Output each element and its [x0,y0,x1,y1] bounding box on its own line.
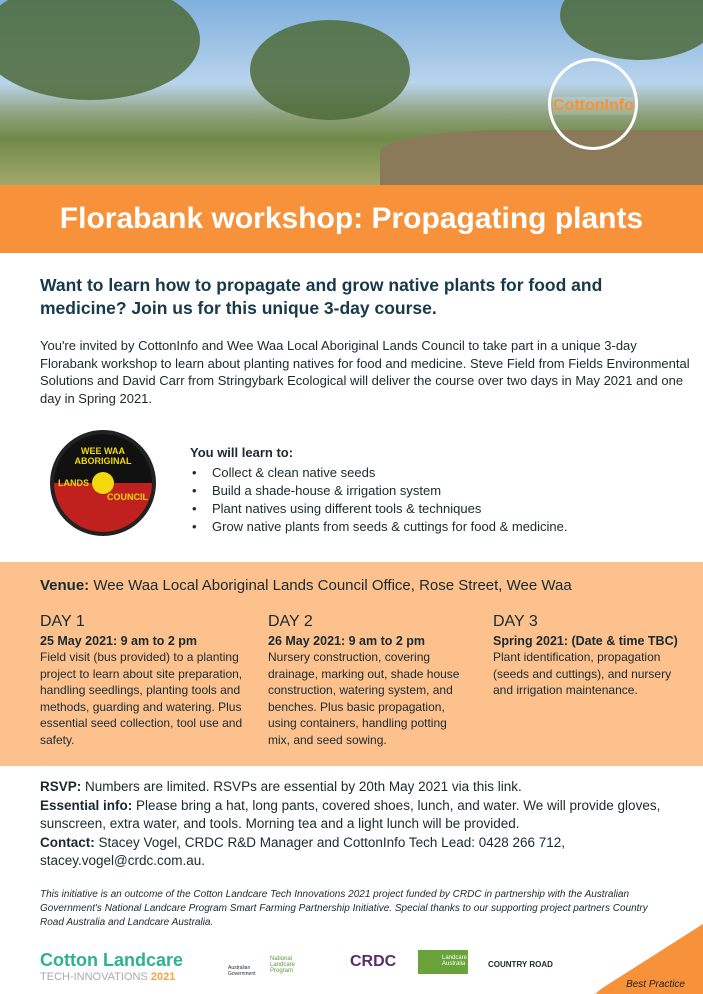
country-road-logo: COUNTRY ROAD [488,960,553,969]
list-item: • Plant natives using different tools & techniques [190,500,568,518]
day-3: DAY 3 Spring 2021: (Date & time TBC) Plant identification, propagation (seeds and cuttings), and nursery and irrigation maintenance. [493,613,678,697]
schedule-section [0,562,703,766]
lands-council-logo: WEE WAA ABORIGINAL LANDS COUNCIL [50,430,156,536]
hero-photo [0,0,703,185]
tree [0,0,200,100]
rsvp-link[interactable]: Numbers are limited. RSVPs are essential by 20th May 2021 via this link. [81,779,522,794]
info-section [40,778,680,871]
cotton-landcare-logo: Cotton Landcare TECH-INNOVATIONS 2021 [40,950,184,983]
funding-note: This initiative is an outcome of the Cotton Landcare Tech Innovations 2021 project funded by CRDC in partnership with the Australian Government's National Landcare Program Smart Farming Partnership Initiative. Special thanks to our supporting project partners Country Road Australia and Landcare Australia. [40,889,648,928]
sun-icon [92,472,114,494]
crdc-logo: CRDC [350,953,397,970]
title-banner: Florabank workshop: Propagating plants [0,185,703,253]
australian-government-logo: Australian Government [228,965,256,977]
river [380,130,703,185]
landcare-australia-logo: Landcare Australia [418,950,468,974]
day-2: DAY 2 26 May 2021: 9 am to 2 pm Nursery construction, covering drainage, marking out, shade house construction, watering system, and benches. Plus basic propagation, using containers, handling potting mix, and seed sowing. [268,613,460,747]
lead-heading: Want to learn how to propagate and grow native plants for food and medicine? Join us for this unique 3-day course. [40,275,603,318]
list-item: • Collect & clean native seeds [190,464,568,482]
list-item: • Grow native plants from seeds & cuttings for food & medicine. [190,518,568,536]
essential-info: Essential info: Please bring a hat, long pants, covered shoes, lunch, and water. We will provide gloves, sunscreen, extra water, and tools. Morning tea and a light lunch will be provided. [40,797,661,831]
tree [250,20,410,120]
best-practice-label: Best Practice [626,979,685,990]
contact: Contact: Stacey Vogel, CRDC R&D Manager and CottonInfo Tech Lead: 0428 266 712, stacey.vogel@crdc.com.au. [40,834,566,868]
rsvp-line: RSVP: Numbers are limited. RSVPs are essential by 20th May 2021 via this link. [40,779,522,794]
day-1: DAY 1 25 May 2021: 9 am to 2 pm Field visit (bus provided) to a planting project to learn about site preparation, handling seedlings, planting tools and methods, guarding and watering. Plus essential seed collection, tool use and safety. [40,613,243,747]
venue: Venue: Wee Waa Local Aboriginal Lands Council Office, Rose Street, Wee Waa [40,577,572,594]
intro-paragraph: You're invited by CottonInfo and Wee Waa Local Aboriginal Lands Council to take part in a unique 3-day Florabank workshop to learn about planting natives for food and medicine. Steve Field from Fields Environmental Solutions and David Carr from Stringybark Ecological will deliver the course over two days in May 2021 and one day in Spring 2021. [40,338,690,406]
list-item: • Build a shade-house & irrigation system [190,482,568,500]
cottoninfo-logo: CottonInfo [548,58,638,150]
learn-list: You will learn to: • Collect & clean native seeds • Build a shade-house & irrigation system • Plant natives using different tools & techniques • Grow native plants from seeds & cuttings for food & medicine. [190,444,568,536]
national-landcare-logo: National Landcare Program [270,956,296,974]
tree [560,0,703,60]
